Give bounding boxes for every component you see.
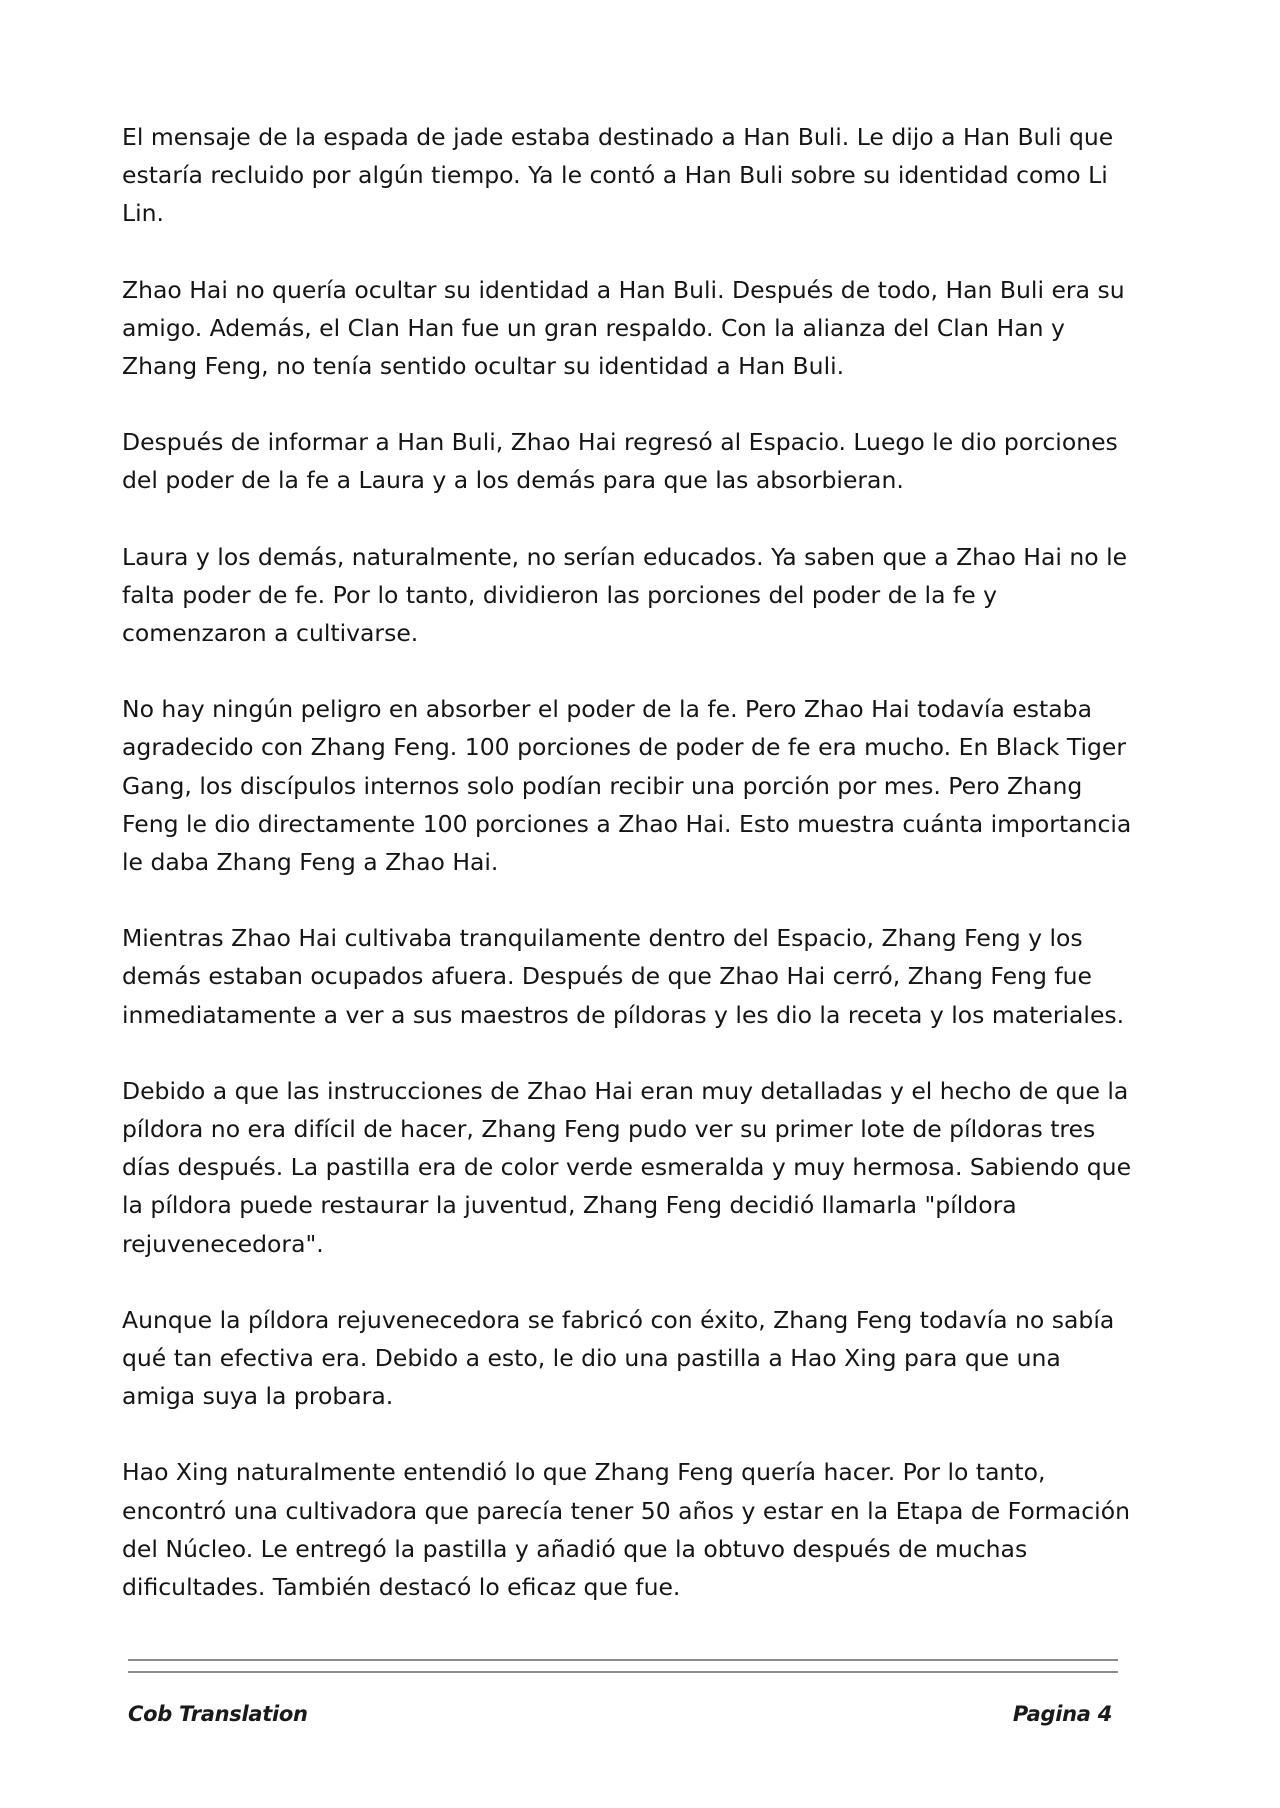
paragraph-7: Debido a que las instrucciones de Zhao Hai eran muy detalladas y el hecho de que la píldora no era difícil de hacer, Zhang Feng pudo ver su primer lote de píldoras tres días después. La pastilla era de color verde esmeralda y muy hermosa. Sabiendo que la píldora puede restaurar la juventud, Zhang Feng decidió llamarla "píldora rejuvenecedora". [122, 1076, 1132, 1258]
paragraph-6: Mientras Zhao Hai cultivaba tranquilamente dentro del Espacio, Zhang Feng y los demás estaban ocupados afuera. Después de que Zhao Hai cerró, Zhang Feng fue inmediatamente a ver a sus maestros de píldoras y les dio la receta y los materiales. [122, 924, 1125, 1029]
page-number: Pagina 4 [1012, 1702, 1112, 1726]
paragraph-9: Hao Xing naturalmente entendió lo que Zhang Feng quería hacer. Por lo tanto, encontró una cultivadora que parecía tener 50 años y estar en la Etapa de Formación del Núcleo. Le entregó la pastilla y añadió que la obtuvo después de muchas dificultades. También destacó lo eficaz que fue. [122, 1458, 1130, 1602]
paragraph-8: Aunque la píldora rejuvenecedora se fabricó con éxito, Zhang Feng todavía no sabía qué tan efectiva era. Debido a esto, le dio una pastilla a Hao Xing para que una amiga suya la probara. [122, 1305, 1115, 1411]
footer-divider-top [128, 1659, 1118, 1661]
paragraph-1: El mensaje de la espada de jade estaba destinado a Han Buli. Le dijo a Han Buli que estaría recluido por algún tiempo. Ya le contó a Han Buli sobre su identidad como Li Lin. [122, 123, 1114, 228]
paragraph-3: Después de informar a Han Buli, Zhao Hai regresó al Espacio. Luego le dio porciones del poder de la fe a Laura y a los demás para que las absorbieran. [122, 428, 1118, 495]
paragraph-4: Laura y los demás, naturalmente, no serían educados. Ya saben que a Zhao Hai no le falta poder de fe. Por lo tanto, dividieron las porciones del poder de la fe y comenzaron a cultivarse. [122, 542, 1128, 648]
paragraph-5: No hay ningún peligro en absorber el poder de la fe. Pero Zhao Hai todavía estaba agradecido con Zhang Feng. 100 porciones de poder de fe era mucho. En Black Tiger Gang, los discípulos internos solo podían recibir una porción por mes. Pero Zhang Feng le dio directamente 100 porciones a Zhao Hai. Esto muestra cuánta importancia le daba Zhang Feng a Zhao Hai. [122, 695, 1132, 877]
footer-divider-bottom [128, 1671, 1118, 1673]
document-body [122, 118, 1132, 1644]
footer-credit: Cob Translation [128, 1702, 308, 1726]
paragraph-2: Zhao Hai no quería ocultar su identidad a Han Buli. Después de todo, Han Buli era su amigo. Además, el Clan Han fue un gran respaldo. Con la alianza del Clan Han y Zhang Feng, no tenía sentido ocultar su identidad a Han Buli. [122, 275, 1125, 381]
